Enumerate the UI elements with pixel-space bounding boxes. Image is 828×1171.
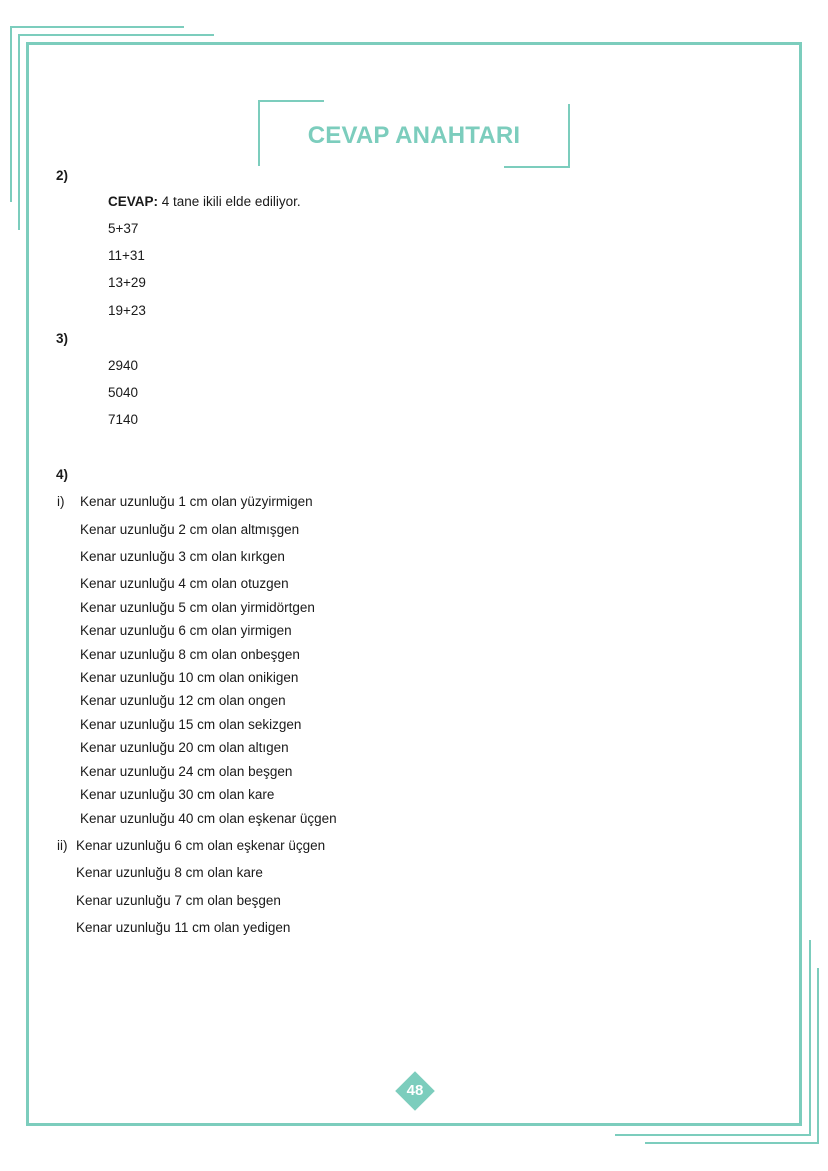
list-item: Kenar uzunluğu 12 cm olan ongen [80,693,286,708]
list-item: 2940 [108,358,139,373]
list-item: Kenar uzunluğu 15 cm olan sekizgen [80,717,302,732]
list-item: Kenar uzunluğu 10 cm olan onikigen [80,670,299,685]
answer-text: 4 tane ikili elde ediliyor. [158,194,301,209]
question-3-number: 3) [56,331,69,346]
answer-label: CEVAP: [108,194,159,209]
list-item: 19+23 [108,303,146,318]
part-i-label: i) [57,494,65,509]
frame-line-right-1 [809,940,811,1136]
list-item: Kenar uzunluğu 5 cm olan yirmidörtgen [80,600,315,615]
list-item: 11+31 [108,248,145,263]
list-item: 7140 [108,412,139,427]
frame-line-bottom-right-2 [645,1142,819,1144]
list-item: Kenar uzunluğu 1 cm olan yüzyirmigen [80,494,313,509]
page-title: CEVAP ANAHTARI [307,122,521,149]
frame-line-left-1 [10,26,12,202]
list-item: Kenar uzunluğu 8 cm olan kare [76,865,263,880]
page-number: 48 [406,1082,424,1099]
list-item: Kenar uzunluğu 8 cm olan onbeşgen [80,647,300,662]
question-4-number: 4) [56,467,69,482]
frame-line-left-2 [18,34,20,230]
list-item: 13+29 [108,275,146,290]
list-item: Kenar uzunluğu 20 cm olan altıgen [80,740,289,755]
list-item: Kenar uzunluğu 3 cm olan kırkgen [80,549,285,564]
frame-line-right-2 [817,968,819,1144]
list-item: Kenar uzunluğu 6 cm olan eşkenar üçgen [76,838,326,853]
list-item: Kenar uzunluğu 2 cm olan altmışgen [80,522,300,537]
frame-line-top-left-2 [18,34,214,36]
list-item: Kenar uzunluğu 30 cm olan kare [80,787,275,802]
list-item: 5+37 [108,221,139,236]
part-ii-label: ii) [57,838,68,853]
list-item: Kenar uzunluğu 11 cm olan yedigen [76,920,291,935]
list-item: Kenar uzunluğu 7 cm olan beşgen [76,893,281,908]
list-item: 5040 [108,385,139,400]
question-2-answer [108,194,301,210]
list-item: Kenar uzunluğu 4 cm olan otuzgen [80,576,289,591]
list-item: Kenar uzunluğu 24 cm olan beşgen [80,764,293,779]
list-item: Kenar uzunluğu 6 cm olan yirmigen [80,623,292,638]
frame-line-bottom-right-1 [615,1134,811,1136]
list-item: Kenar uzunluğu 40 cm olan eşkenar üçgen [80,811,337,826]
question-2-number: 2) [56,168,69,183]
frame-line-top-left-1 [10,26,184,28]
